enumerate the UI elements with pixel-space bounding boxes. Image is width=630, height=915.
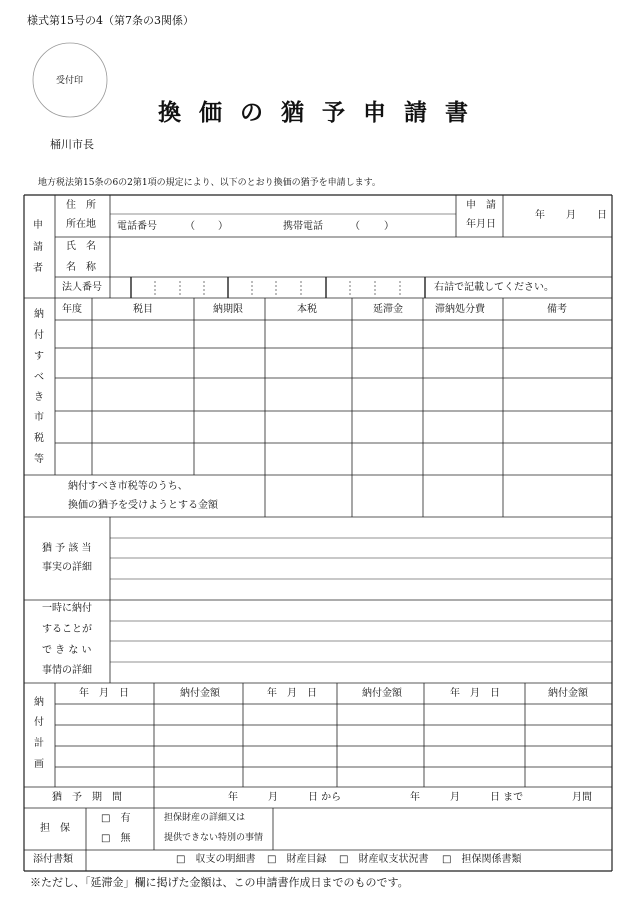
col-header-remarks: 備考	[547, 304, 567, 315]
tax-section-label-5: き	[34, 392, 44, 403]
tax-section-label-4: べ	[34, 372, 44, 383]
apply-date-label-2: 年月日	[466, 219, 496, 230]
intro-text: 地方税法第15条の6の2第1項の規定により、以下のとおり換価の猶予を申請します。	[38, 178, 381, 188]
addressee: 桶川市長	[50, 138, 94, 151]
inability-label-1: 一時に納付	[42, 603, 92, 614]
col-header-late-fee: 延滞金	[373, 304, 403, 315]
tax-section-label-3: す	[34, 351, 44, 362]
attachment-income-statement-checkbox[interactable]: □ 収支の明細書	[176, 854, 256, 865]
col-header-year: 年度	[62, 304, 82, 315]
page-title: 換価の猶予申請書	[158, 99, 486, 126]
attachment-property-status-checkbox[interactable]: □ 財産収支状況書	[339, 854, 429, 865]
facts-label-2: 事実の詳細	[42, 562, 92, 573]
col-header-due-date: 納期限	[213, 304, 243, 315]
corp-number-label: 法人番号	[62, 282, 102, 293]
tax-section-label-8: 等	[34, 454, 44, 465]
apply-date-day: 日	[597, 210, 607, 221]
phone-paren-open: （	[185, 221, 195, 232]
plan-date-header-2: 年 月 日	[267, 688, 317, 699]
apply-date-label-1: 申 請	[466, 200, 496, 211]
col-header-tax-item: 税目	[133, 304, 153, 315]
inability-label-4: 事情の詳細	[42, 665, 92, 676]
collateral-detail-2: 提供できない特別の事情	[164, 833, 264, 843]
stamp-label: 受付印	[56, 76, 84, 86]
inability-label-2: することが	[42, 624, 92, 635]
location-label: 所在地	[66, 219, 96, 230]
collateral-label: 担 保	[40, 823, 70, 834]
tax-section-label-2: 付	[34, 330, 44, 341]
phone-paren-close: ）	[218, 221, 228, 232]
plan-date-header-3: 年 月 日	[450, 688, 500, 699]
facts-label-1: 猶 予 該 当	[42, 543, 92, 554]
plan-amount-header-3: 納付金額	[548, 688, 588, 699]
attachment-collateral-docs-checkbox[interactable]: □ 担保関係書類	[442, 854, 522, 865]
mobile-paren-open: （	[350, 221, 360, 232]
mobile-paren-close: ）	[384, 221, 394, 232]
plan-amount-header-2: 納付金額	[362, 688, 402, 699]
footer-note: ※ただし、「延滞金」欄に掲げた金額は、この申請書作成日までのものです。	[30, 876, 409, 889]
tax-section-label-1: 納	[34, 309, 44, 320]
plan-label-2: 付	[34, 717, 44, 728]
plan-date-header-1: 年 月 日	[79, 688, 129, 699]
attachment-property-list-checkbox[interactable]: □ 財産目録	[267, 854, 327, 865]
collateral-detail-1: 担保財産の詳細又は	[164, 813, 246, 823]
period-months: 月間	[572, 792, 592, 803]
total-label-2: 換価の猶予を受けようとする金額	[68, 500, 218, 511]
period-label: 猶 予 期 間	[52, 792, 122, 803]
col-header-principal: 本税	[297, 304, 317, 315]
address-label: 住 所	[66, 200, 96, 211]
apply-date-month: 月	[566, 210, 576, 221]
tax-section-label-6: 市	[34, 412, 44, 423]
plan-label-1: 納	[34, 697, 44, 708]
applicant-label-2: 請	[33, 242, 43, 253]
total-label-1: 納付すべき市税等のうち、	[68, 481, 188, 492]
phone-label: 電話番号	[117, 221, 157, 232]
period-until: 年 月 日 まで	[410, 792, 524, 803]
inability-label-3: で き な い	[42, 645, 92, 656]
mobile-label: 携帯電話	[283, 221, 323, 232]
attachments-label: 添付書類	[33, 854, 73, 865]
collateral-yes-checkbox[interactable]: □ 有	[101, 813, 131, 824]
plan-amount-header-1: 納付金額	[180, 688, 220, 699]
period-from: 年 月 日 から	[228, 792, 342, 803]
col-header-disposition-cost: 滞納処分費	[435, 304, 485, 315]
applicant-label-1: 申	[33, 220, 43, 231]
corp-name-label: 名 称	[66, 262, 96, 273]
tax-section-label-7: 税	[34, 433, 44, 444]
apply-date-year: 年	[535, 210, 545, 221]
plan-label-3: 計	[34, 738, 44, 749]
corp-number-note: 右詰で記載してください。	[434, 282, 554, 293]
plan-label-4: 画	[34, 759, 44, 770]
name-label: 氏 名	[66, 241, 96, 252]
form-number: 様式第15号の4（第7条の3関係）	[27, 14, 194, 27]
collateral-no-checkbox[interactable]: □ 無	[101, 833, 131, 844]
applicant-label-3: 者	[33, 263, 43, 274]
